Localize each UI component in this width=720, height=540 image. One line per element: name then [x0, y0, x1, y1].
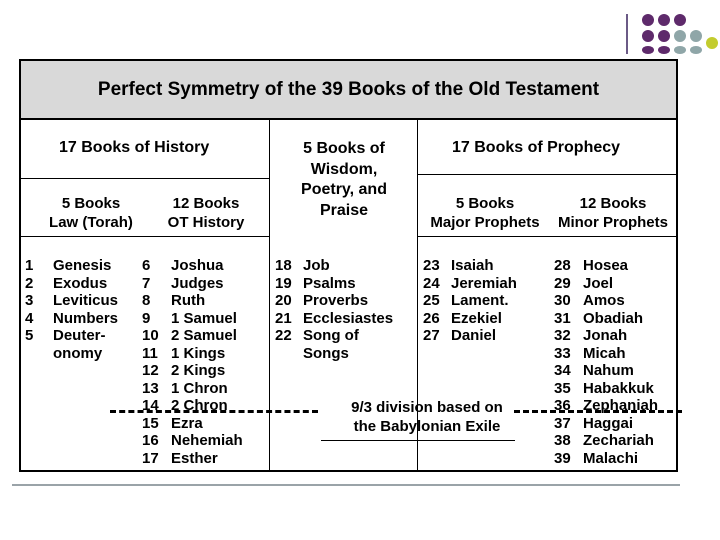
law-subheader-count: 5 Books: [61, 195, 121, 212]
dot-teal-3: [674, 46, 686, 54]
book-name: Numbers: [53, 309, 119, 327]
division-note-line: 9/3 division based on: [351, 399, 503, 416]
title-bar: [21, 61, 676, 120]
book-number: 29: [554, 274, 571, 292]
decorative-dot-grid: [626, 14, 720, 58]
footer-rule: [12, 484, 680, 486]
book-name: Hosea: [583, 257, 629, 274]
book-name: Nahum: [583, 362, 634, 379]
book-number: 6: [142, 257, 151, 274]
book-name: Obadiah: [583, 309, 644, 327]
book-number: 37: [554, 414, 571, 432]
book-name: Jonah: [583, 327, 628, 344]
book-number: 5: [25, 327, 34, 344]
book-name: Daniel: [451, 327, 497, 344]
book-name: Leviticus: [53, 292, 119, 309]
book-name: Zephaniah: [583, 397, 659, 414]
book-number: 24: [423, 274, 440, 292]
dot-purple-6: [642, 46, 654, 54]
dot-purple-4: [642, 30, 654, 42]
subheader-underline-left: [21, 236, 269, 237]
book-number: 4: [25, 309, 34, 327]
major-subheader-count: 5 Books: [455, 195, 515, 212]
book-number: 28: [554, 257, 571, 274]
book-number: 39: [554, 449, 571, 467]
dot-purple-2: [658, 14, 670, 26]
book-name: 1 Chron: [171, 379, 228, 397]
book-name: Psalms: [303, 274, 356, 292]
book-name: Proverbs: [303, 292, 369, 309]
minor-subheader-count: 12 Books: [579, 195, 647, 212]
book-name: Judges: [171, 274, 224, 292]
book-number: 8: [142, 292, 151, 309]
book-number: 13: [142, 379, 159, 397]
book-name: Micah: [583, 344, 626, 362]
division-dashed-line-left: [110, 410, 318, 413]
book-number: 15: [142, 414, 159, 432]
wisdom-header-line: 5 Books of: [303, 140, 385, 157]
ot-history-subheader-count: 12 Books: [172, 195, 240, 212]
division-note-underline: [321, 440, 515, 441]
dot-teal-2: [690, 30, 702, 42]
book-name: Amos: [583, 292, 625, 309]
book-number: 27: [423, 327, 440, 344]
book-name: 2 Chron: [171, 397, 228, 414]
book-name: Exodus: [53, 274, 108, 292]
dot-purple-3: [674, 14, 686, 26]
book-number: 16: [142, 432, 159, 449]
book-number: 2: [25, 274, 34, 292]
decorative-divider: [626, 14, 628, 54]
book-name: Ecclesiastes: [303, 309, 394, 327]
book-name: Joel: [583, 274, 614, 292]
book-number: 34: [554, 362, 571, 379]
major-subheader-label: Major Prophets: [430, 214, 540, 231]
minor-subheader-label: Minor Prophets: [557, 214, 668, 231]
book-name: Habakkuk: [583, 379, 654, 397]
book-name: Songs: [303, 344, 349, 362]
book-name: Zechariah: [583, 432, 654, 449]
book-number: 32: [554, 327, 571, 344]
book-number: 25: [423, 292, 440, 309]
dot-purple-1: [642, 14, 654, 26]
wisdom-header-line: Wisdom,: [310, 160, 378, 178]
book-name: Nehemiah: [171, 432, 243, 449]
book-number: 26: [423, 309, 440, 327]
book-name: Ezekiel: [451, 309, 502, 327]
law-subheader-label: Law (Torah): [49, 214, 133, 231]
division-note-line: the Babylonian Exile: [353, 418, 501, 435]
book-number: 10: [142, 327, 159, 344]
law-subheader: [31, 194, 151, 232]
book-number: 7: [142, 274, 151, 292]
book-name: Joshua: [171, 257, 224, 274]
book-name: Jeremiah: [451, 274, 517, 292]
history-header: 17 Books of History: [59, 139, 210, 156]
dot-purple-7: [658, 46, 670, 54]
book-number: 3: [25, 292, 34, 309]
book-name: Malachi: [583, 449, 639, 467]
division-note: [323, 398, 531, 436]
prophecy-header: 17 Books of Prophecy: [452, 139, 621, 156]
wisdom-header: [279, 139, 409, 221]
book-name: Haggai: [583, 414, 634, 432]
book-number: 11: [142, 344, 158, 362]
book-number: 9: [142, 309, 151, 327]
book-name: 1 Kings: [171, 344, 226, 362]
book-name: Esther: [171, 449, 218, 467]
book-number: 19: [275, 274, 292, 292]
book-name: 1 Samuel: [171, 309, 237, 327]
book-name: onomy: [53, 344, 103, 362]
book-number: 1: [25, 257, 34, 274]
book-number: 30: [554, 292, 571, 309]
ot-history-subheader: [153, 194, 259, 232]
page-title: Perfect Symmetry of the 39 Books of the Old Testament: [97, 79, 600, 100]
dot-teal-1: [674, 30, 686, 42]
book-number: 22: [275, 327, 292, 344]
prophecy-underline: [417, 174, 676, 175]
book-number: 14: [142, 397, 159, 414]
ot-history-subheader-label: OT History: [167, 214, 245, 231]
book-name: Genesis: [53, 257, 112, 274]
book-name: Deuter-: [53, 327, 106, 344]
division-dashed-line-right: [514, 410, 682, 413]
book-name: Song of: [303, 327, 359, 344]
book-number: 35: [554, 379, 571, 397]
major-prophets-subheader: [423, 194, 547, 232]
book-number: 31: [554, 309, 571, 327]
history-underline: [21, 178, 269, 179]
column-divider-left: [269, 120, 270, 472]
book-name: 2 Samuel: [171, 327, 237, 344]
book-number: 36: [554, 397, 571, 414]
minor-prophets-subheader: [551, 194, 675, 232]
book-number: 20: [275, 292, 292, 309]
book-name: Job: [303, 257, 330, 274]
book-number: 18: [275, 257, 292, 274]
book-name: 2 Kings: [171, 362, 226, 379]
book-name: Ezra: [171, 414, 203, 432]
book-name: Isaiah: [451, 257, 494, 274]
book-name: Lament.: [451, 292, 509, 309]
book-number: 33: [554, 344, 571, 362]
book-number: 38: [554, 432, 571, 449]
book-name: Ruth: [171, 292, 206, 309]
book-number: 17: [142, 449, 159, 467]
subheader-underline-right: [417, 236, 676, 237]
book-number: 12: [142, 362, 159, 379]
book-number: 23: [423, 257, 440, 274]
dot-teal-4: [690, 46, 702, 54]
wisdom-header-line: Poetry, and: [301, 181, 387, 198]
wisdom-header-line: Praise: [319, 201, 369, 219]
book-number: 21: [275, 309, 292, 327]
dot-olive-1: [706, 37, 718, 49]
dot-purple-5: [658, 30, 670, 42]
